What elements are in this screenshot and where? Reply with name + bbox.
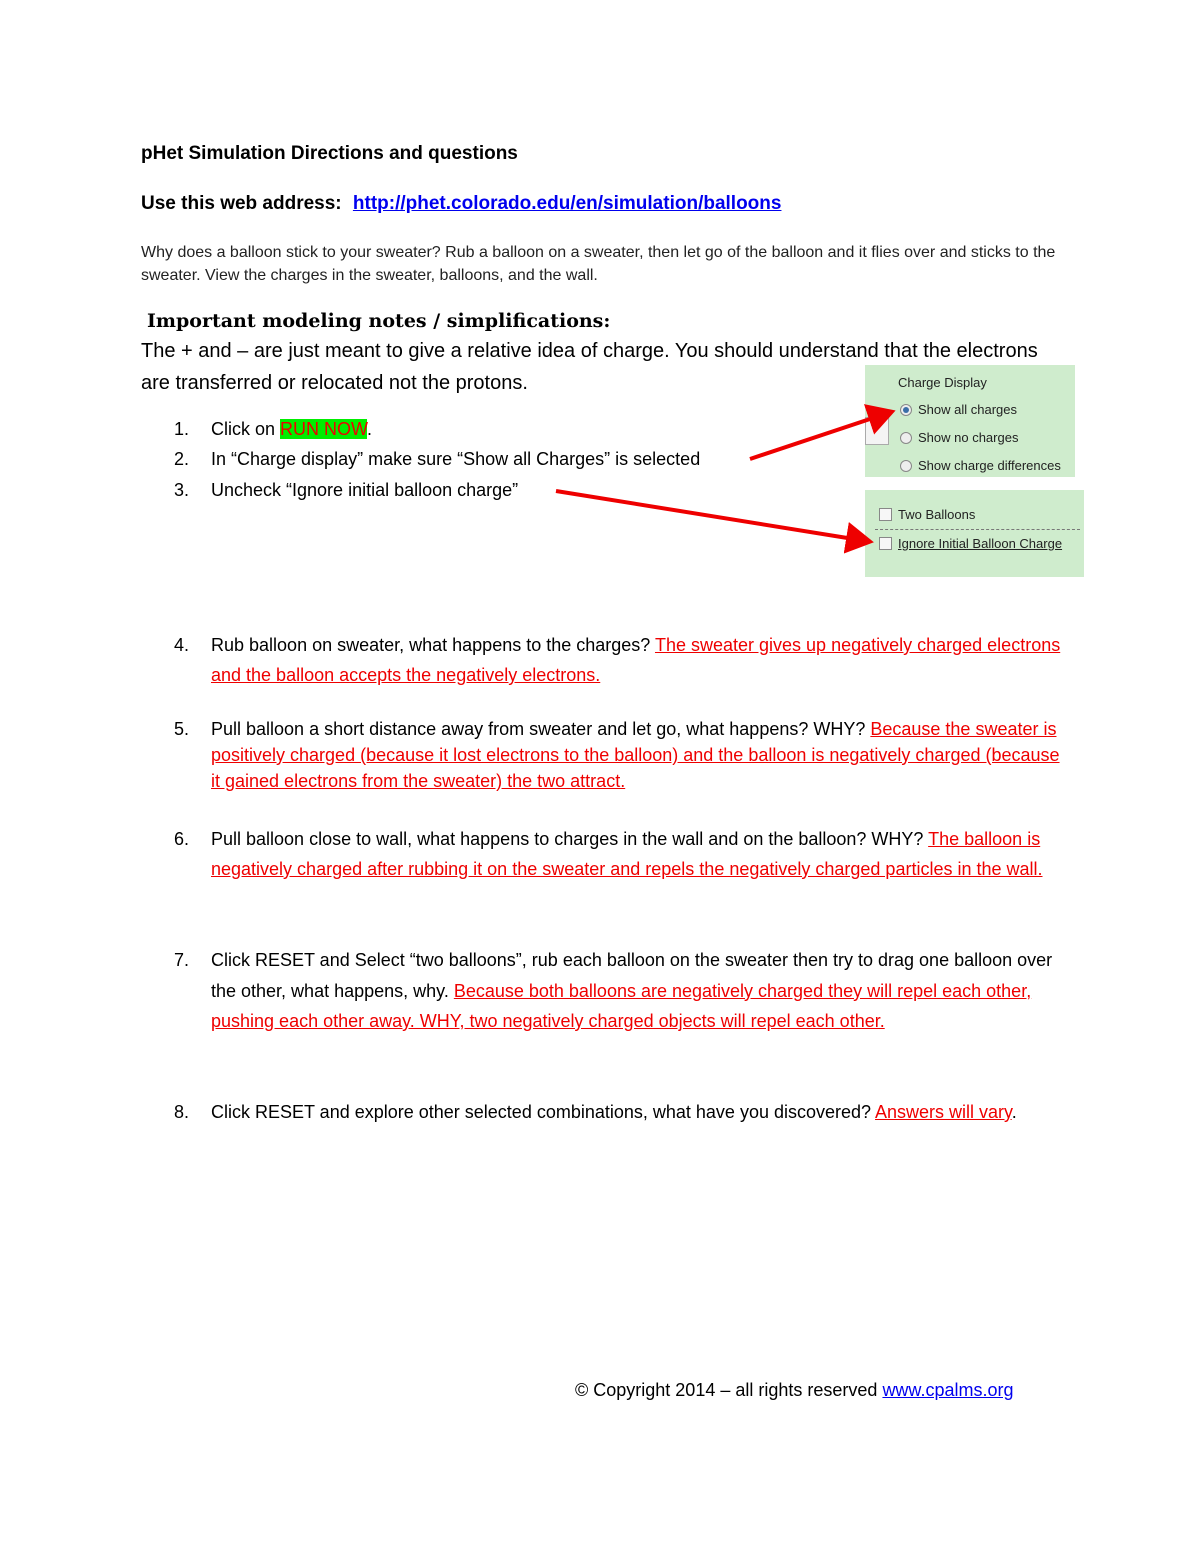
footer: [575, 1380, 1013, 1401]
step-text: Click on: [211, 419, 281, 439]
step-text: In “Charge display” make sure “Show all Charges” is selected: [211, 449, 701, 469]
option-label: Show charge differences: [918, 458, 1061, 473]
step-text: Pull balloon a short distance away from sweater and let go, what happens? WHY?: [211, 719, 871, 739]
step-number: 4.: [174, 635, 190, 655]
step-number: 6.: [174, 829, 190, 849]
web-address-label: Use this web address:: [141, 193, 342, 214]
answer-text: Answers will vary: [875, 1102, 1012, 1122]
step-text: Rub balloon on sweater, what happens to the charges?: [211, 635, 655, 655]
step-number: 3.: [174, 480, 190, 500]
step-number: 2.: [174, 449, 190, 469]
answer-text: The sweater gives up negatively charged electrons and the balloon accepts the negatively electrons.: [211, 635, 1061, 685]
page-title: pHet Simulation Directions and questions: [141, 143, 518, 164]
arrow-to-show-all-charges: [750, 413, 888, 459]
step-text-end: .: [367, 419, 373, 439]
answer-text: Because the sweater is positively charged (because it lost electrons to the balloon) and the balloon is negatively charged (because it gained electrons from the sweater) the two attract.: [211, 719, 1060, 791]
answer-text: Because both balloons are negatively charged they will repel each other, pushing each other away. WHY, two negatively charged objects will repel each other.: [211, 980, 1032, 1031]
web-address-link[interactable]: http://phet.colorado.edu/en/simulation/balloons: [352, 193, 782, 214]
option-label: Show all charges: [918, 402, 1017, 417]
step-number: 1.: [174, 419, 190, 439]
step-text: Pull balloon close to wall, what happens to charges in the wall and on the balloon? WHY?: [211, 829, 929, 849]
cpalms-link[interactable]: www.cpalms.org: [882, 1380, 1014, 1400]
option-label: Two Balloons: [898, 507, 976, 522]
step-number: 5.: [174, 719, 190, 739]
intro-paragraph: Why does a balloon stick to your sweater? Rub a balloon on a sweater, then let go of the balloon and it flies over and sticks to the sweater. View the charges in the sweater, balloons, and the wall.: [141, 244, 1056, 284]
notes-heading: Important modeling notes / simplifications:: [147, 310, 611, 332]
step-number: 7.: [174, 950, 190, 970]
answer-text: The balloon is negatively charged after rubbing it on the sweater and repels the negatively charged particles in the wall.: [211, 829, 1043, 879]
option-label: Ignore Initial Balloon Charge: [898, 536, 1063, 551]
step-number: 8.: [174, 1102, 190, 1122]
notes-body: The + and – are just meant to give a relative idea of charge. You should understand that the electrons are transferred or relocated not the protons.: [141, 340, 1038, 394]
copyright-text: © Copyright 2014 – all rights reserved: [575, 1380, 878, 1400]
run-now-highlight: RUN NOW: [280, 419, 368, 439]
arrow-to-ignore-initial-balloon-charge: [556, 491, 866, 541]
option-label: Show no charges: [918, 430, 1019, 445]
step-text-end: .: [1011, 1102, 1017, 1122]
charge-display-title: Charge Display: [898, 375, 987, 390]
step-text: Uncheck “Ignore initial balloon charge”: [211, 480, 519, 500]
step-text: Click RESET and explore other selected combinations, what have you discovered?: [211, 1102, 876, 1122]
step-text: Click RESET and Select “two balloons”, rub each balloon on the sweater then try to drag one balloon over the other, what happens, why.: [211, 950, 1053, 1001]
